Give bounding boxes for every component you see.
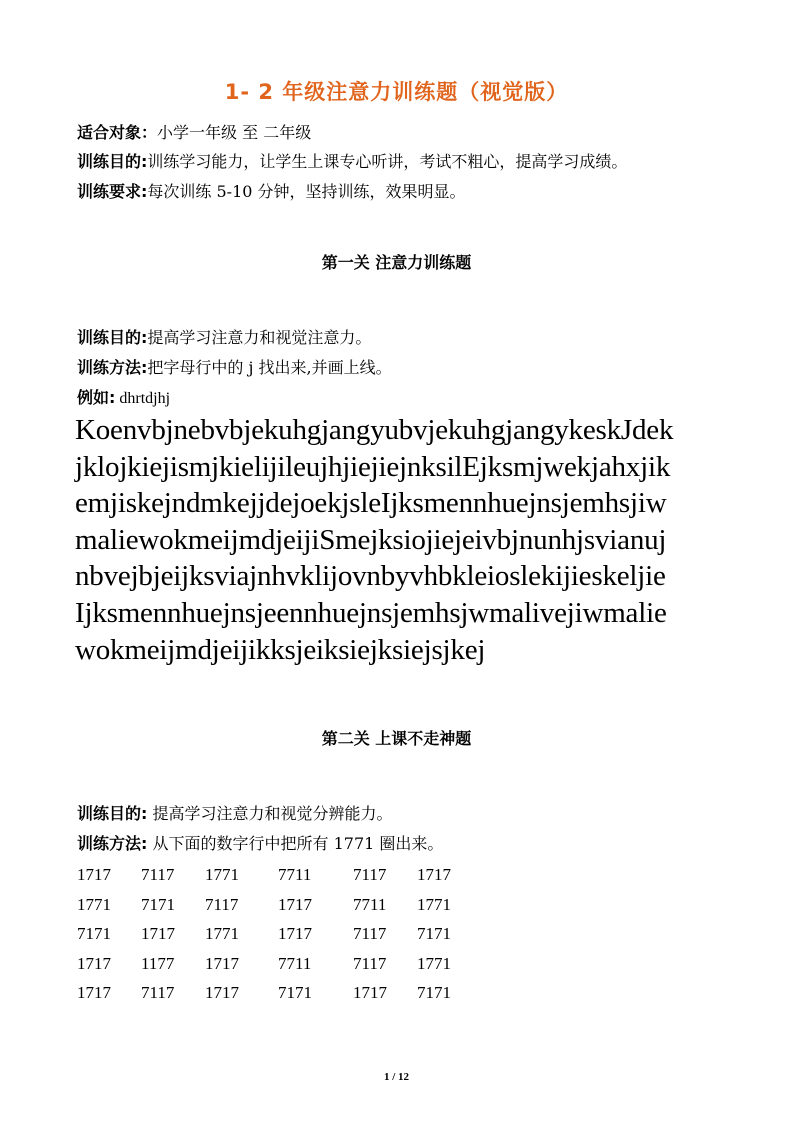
number-cell: 7117 [353, 865, 387, 884]
section2-purpose-line [77, 804, 393, 824]
number-cell: 1717 [417, 865, 451, 884]
number-cell: 1177 [141, 953, 175, 973]
section2-method-label: 训练方法: [77, 834, 148, 853]
purpose-value: 训练学习能力，让学生上课专心听讲，考试不粗心，提高学习成绩。 [147, 152, 628, 171]
audience-value: 小学一年级 至 二年级 [157, 123, 312, 142]
number-cell: 1771 [205, 865, 239, 884]
number-cell: 7171 [141, 894, 175, 914]
letter-row: nbvejbjeijksviajnhvklijovnbyvhbkleioslekijieskeljie [75, 560, 666, 593]
number-cell: 7171 [278, 983, 312, 1003]
letter-row: KoenvbjnebvbjekuhgjangyubvjekuhgjangykeskJdek [75, 414, 674, 446]
number-cell: 1717 [353, 983, 387, 1003]
number-cell: 1717 [205, 983, 239, 1003]
section1-example-line [77, 388, 170, 409]
section1-purpose-value: 提高学习注意力和视觉注意力。 [147, 328, 372, 347]
number-cell: 1717 [205, 953, 239, 973]
purpose-label: 训练目的: [77, 152, 148, 171]
letter-row: emjiskejndmkejjdejoekjsleIjksmennhuejnsjemhsjiw [75, 487, 667, 520]
requirement-label: 训练要求: [77, 182, 148, 201]
number-cell: 1717 [77, 953, 111, 973]
letter-block [75, 412, 765, 668]
section1-heading: 第一关 注意力训练题 [321, 253, 472, 272]
number-cell: 7171 [77, 924, 111, 944]
number-cell: 1771 [417, 953, 451, 973]
number-cell: 7117 [141, 983, 175, 1003]
section1-purpose-line [77, 328, 371, 348]
number-cell: 7171 [417, 983, 451, 1003]
number-cell: 7117 [353, 924, 387, 944]
requirement-value: 每次训练 5-10 分钟，坚持训练，效果明显。 [147, 182, 466, 201]
letter-row: Ijksmennhuejnsjeennhuejnsjemhsjwmalivejiwmalie [75, 596, 667, 629]
number-cell: 7117 [205, 894, 239, 914]
number-cell: 1771 [205, 924, 239, 944]
purpose-line [77, 152, 627, 172]
section1-method-value: 把字母行中的 j 找出来,并画上线。 [147, 358, 392, 377]
number-cell: 1717 [77, 865, 111, 884]
audience-line [77, 123, 311, 143]
number-cell: 1717 [278, 924, 312, 944]
page-title: 1- 2 年级注意力训练题（视觉版） [224, 80, 569, 104]
number-cell: 7171 [417, 924, 451, 944]
number-cell: 1717 [278, 894, 312, 914]
section2-purpose-label: 训练目的: [77, 804, 148, 823]
page-number: 1 / 12 [383, 1071, 410, 1083]
section1-method-label: 训练方法: [77, 358, 148, 377]
section1-method-line [77, 358, 392, 378]
section1-example-value: dhrtdjhj [115, 390, 171, 407]
requirement-line [77, 182, 466, 202]
letter-row: jklojkiejismjkielijileujhjiejiejnksilEjksmjwekjahxjik [75, 450, 671, 483]
section2-heading: 第二关 上课不走神题 [321, 729, 472, 748]
number-cell: 1717 [141, 924, 175, 944]
number-cell: 7711 [278, 865, 312, 884]
section2-purpose-value: 提高学习注意力和视觉分辨能力。 [147, 804, 393, 823]
letter-row: wokmeijmdjeijikksjeiksiejksiejsjkej [75, 633, 486, 666]
number-cell: 1771 [417, 894, 451, 914]
number-cell: 7117 [141, 865, 175, 884]
section2-method-line [77, 834, 443, 854]
number-cell: 1771 [77, 894, 111, 914]
letter-row: maliewokmeijmdjeijiSmejksiojiejeivbjnunhjsvianuj [75, 523, 667, 556]
number-cell: 7711 [353, 894, 387, 914]
section1-purpose-label: 训练目的: [77, 328, 148, 347]
section1-example-label: 例如: [77, 388, 116, 407]
audience-label: 适合对象： [77, 123, 158, 142]
number-cell: 7117 [353, 953, 387, 973]
number-cell: 7711 [278, 953, 312, 973]
number-cell: 1717 [77, 983, 111, 1003]
section2-method-value: 从下面的数字行中把所有 1771 圈出来。 [147, 834, 444, 853]
